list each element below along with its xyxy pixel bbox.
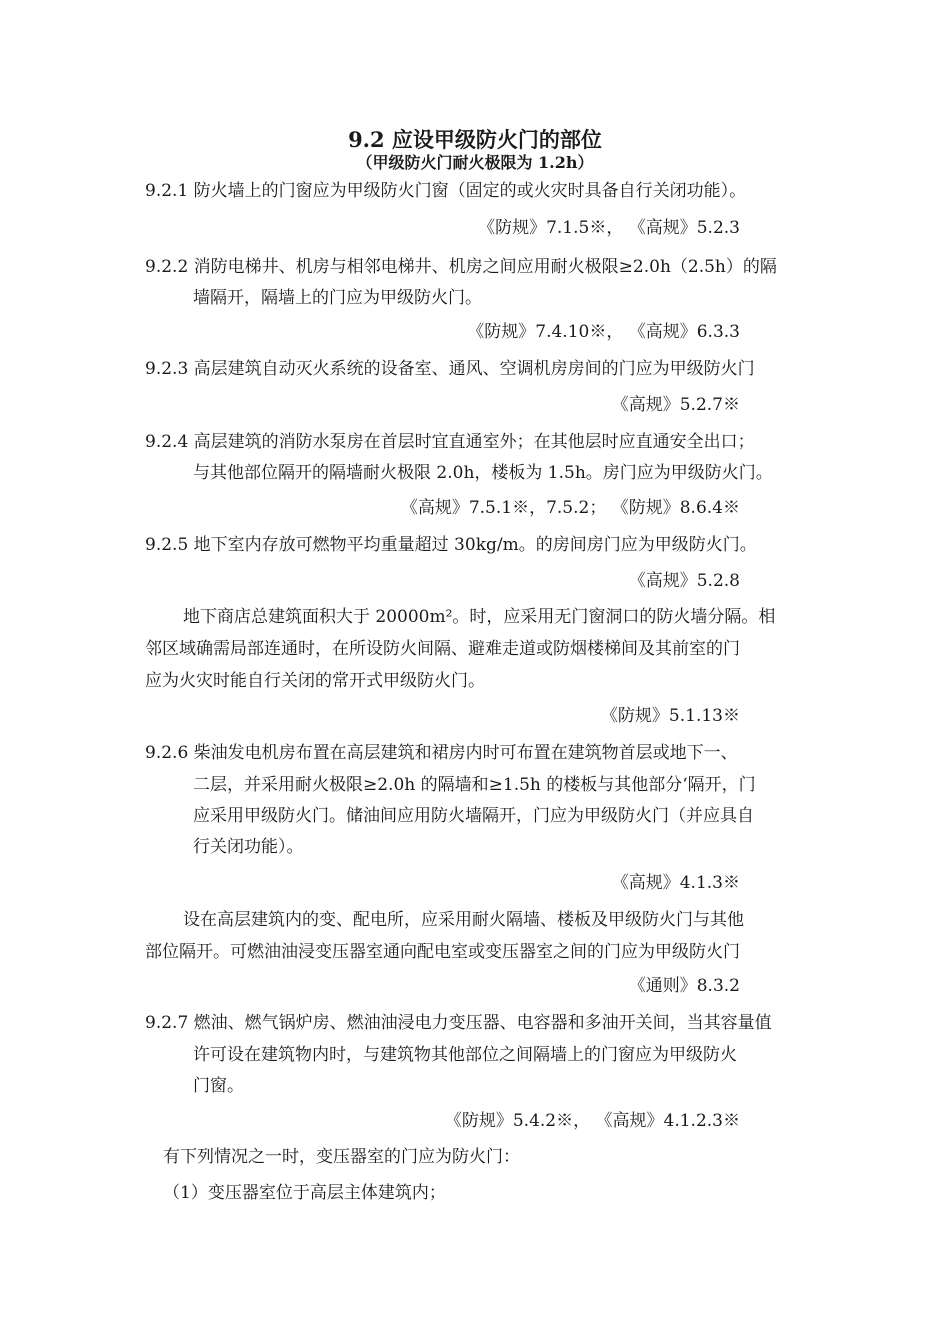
clause-9-2-2-line-1: 9.2.2 消防电梯井、机房与相邻电梯井、机房之间应用耐火极限≥2.0h（2.5h）的隔 (145, 257, 777, 277)
section-subtitle: （甲级防火门耐火极限为 1.2h） (356, 153, 594, 172)
clause-9-2-4-line-2: 与其他部位隔开的隔墙耐火极限 2.0h，楼板为 1.5h。房门应为甲级防火门。 (193, 463, 773, 483)
clause-9-2-5-paragraph-line-3: 应为火灾时能自行关闭的常开式甲级防火门。 (145, 671, 485, 691)
clause-9-2-4-reference: 《高规》7.5.1※，7.5.2； 《防规》8.6.4※ (400, 498, 740, 518)
clause-9-2-5-paragraph-line-2: 邻区域确需局部连通时，在所设防火间隔、避难走道或防烟楼梯间及其前室的门 (145, 639, 740, 659)
transformer-note-line: 有下列情况之一时，变压器室的门应为防火门： (163, 1147, 520, 1167)
clause-9-2-7-reference: 《防规》5.4.2※， 《高规》4.1.2.3※ (444, 1111, 740, 1131)
clause-9-2-7-line-3: 门窗。 (193, 1076, 244, 1096)
clause-9-2-7-line-1: 9.2.7 燃油、燃气锅炉房、燃油油浸电力变压器、电容器和多油开关间，当其容量值 (145, 1013, 772, 1033)
clause-9-2-5-line-1: 9.2.5 地下室内存放可燃物平均重量超过 30kg/m。的房间房门应为甲级防火门。 (145, 535, 757, 555)
clause-9-2-1-reference: 《防规》7.1.5※， 《高规》5.2.3 (478, 218, 740, 238)
clause-9-2-6-paragraph-reference: 《通则》8.3.2 (628, 976, 740, 996)
clause-9-2-2-reference: 《防规》7.4.10※， 《高规》6.3.3 (467, 322, 740, 342)
clause-9-2-6-paragraph-line-1: 设在高层建筑内的变、配电所，应采用耐火隔墙、楼板及甲级防火门与其他 (183, 910, 744, 930)
clause-9-2-4-line-1: 9.2.4 高层建筑的消防水泵房在首层时宜直通室外；在其他层时应直通安全出口； (145, 432, 755, 452)
clause-9-2-1-line-1: 9.2.1 防火墙上的门窗应为甲级防火门窗（固定的或火灾时具备自行关闭功能）。 (145, 181, 747, 201)
clause-9-2-3-line-1: 9.2.3 高层建筑自动灭火系统的设备室、通风、空调机房房间的门应为甲级防火门 (145, 359, 755, 379)
transformer-condition-1: （1）变压器室位于高层主体建筑内； (163, 1183, 446, 1203)
section-title: 9.2 应设甲级防火门的部位 (348, 127, 602, 152)
clause-9-2-6-reference: 《高规》4.1.3※ (611, 873, 740, 893)
clause-9-2-6-line-1: 9.2.6 柴油发电机房布置在高层建筑和裙房内时可布置在建筑物首层或地下一、 (145, 743, 738, 763)
clause-9-2-6-line-3: 应采用甲级防火门。储油间应用防火墙隔开，门应为甲级防火门（并应具自 (193, 806, 754, 826)
clause-9-2-5-reference: 《高规》5.2.8 (628, 571, 740, 591)
clause-9-2-5-paragraph-reference: 《防规》5.1.13※ (600, 706, 740, 726)
clause-9-2-6-line-2: 二层，并采用耐火极限≥2.0h 的隔墙和≥1.5h 的楼板与其他部分‘隔开，门 (193, 775, 756, 795)
clause-9-2-5-paragraph-line-1: 地下商店总建筑面积大于 20000m²。时，应采用无门窗洞口的防火墙分隔。相 (183, 607, 776, 627)
clause-9-2-2-line-2: 墙隔开，隔墙上的门应为甲级防火门。 (193, 288, 482, 308)
clause-9-2-6-line-4: 行关闭功能）。 (193, 837, 304, 857)
clause-9-2-7-line-2: 许可设在建筑物内时，与建筑物其他部位之间隔墙上的门窗应为甲级防火 (193, 1045, 737, 1065)
clause-9-2-6-paragraph-line-2: 部位隔开。可燃油油浸变压器室通向配电室或变压器室之间的门应为甲级防火门 (145, 942, 740, 962)
clause-9-2-3-reference: 《高规》5.2.7※ (611, 395, 740, 415)
